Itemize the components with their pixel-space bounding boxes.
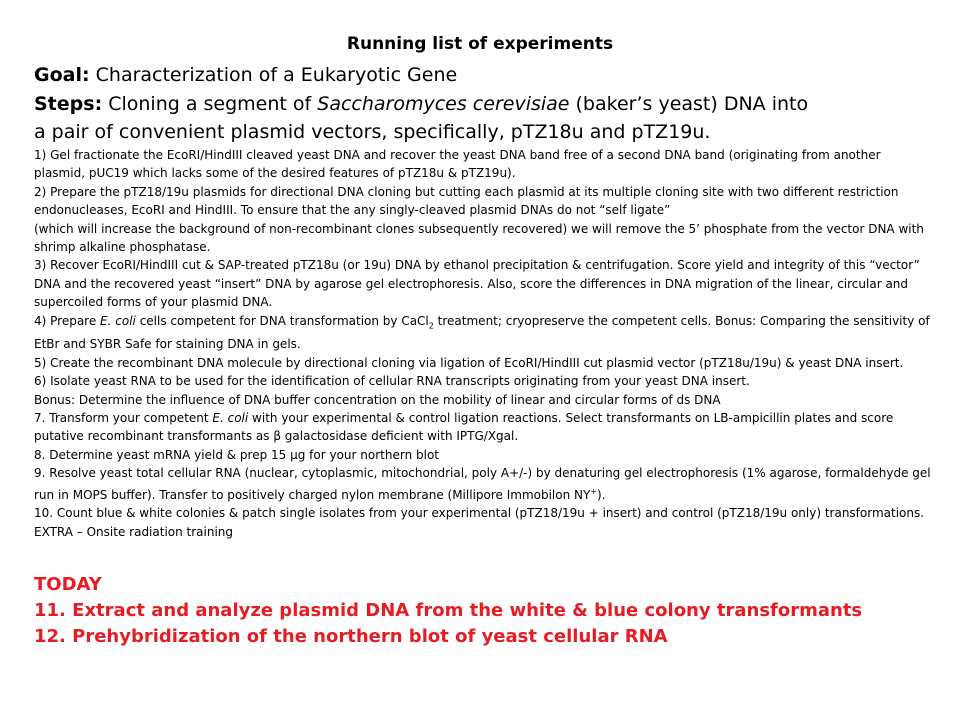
item-11: 11. Extract and analyze plasmid DNA from the white & blue colony transformants	[34, 600, 863, 621]
item-4	[34, 312, 934, 354]
steps-label: Steps:	[34, 93, 103, 115]
item-12: 12. Prehybridization of the northern blot of yeast cellular RNA	[34, 626, 668, 647]
item-6: 6) Isolate yeast RNA to be used for the identification of cellular RNA transcripts originating from your yeast DNA insert.	[34, 374, 750, 389]
item-7-text-a: 7. Transform your competent	[34, 411, 213, 426]
item-7	[34, 409, 934, 446]
item-1: 1) Gel fractionate the EcoRI/HindIII cleaved yeast DNA and recover the yeast DNA band free of a second DNA band (originating from another plasmid, pUC19 which lacks some of the desired features of pTZ18u & pTZ19u).	[34, 148, 881, 181]
item-7-ecoli: E. coli	[212, 411, 249, 426]
item-4-text-b: cells competent for DNA transformation by CaCl	[135, 313, 429, 328]
item-2-continued: (which will increase the background of non-recombinant clones subsequently recovered) we will remove the 5’ phosphate from the vector DNA with shrimp alkaline phosphatase.	[34, 221, 924, 255]
item-4-ecoli: E. coli	[100, 313, 136, 328]
steps-text-after: (baker’s yeast) DNA into	[569, 93, 809, 115]
goal-line	[34, 62, 934, 88]
today-label: TODAY	[34, 574, 102, 595]
steps-line-2: a pair of convenient plasmid vectors, specifically, pTZ18u and pTZ19u.	[34, 121, 711, 143]
steps-text-before: Cloning a segment of	[102, 93, 318, 115]
item-3: 3) Recover EcoRI/HindIII cut & SAP-treated pTZ18u (or 19u) DNA by ethanol precipitation & centrifugation. Score yield and integrity of this “vector” DNA and the recovered yeast “insert” DNA by agarose gel electrophoresis. Also, score the differences in DNA migration of the linear, circular and supercoiled forms of your plasmid DNA.	[34, 258, 920, 310]
item-5: 5) Create the recombinant DNA molecule by directional cloning via ligation of EcoRI/HindIII cut plasmid vector (pTZ18u/19u) & yeast DNA insert.	[34, 355, 904, 370]
item-8: 8. Determine yeast mRNA yield & prep 15 µg for your northern blot	[34, 447, 439, 462]
organism-name: Saccharomyces cerevisiae	[317, 93, 570, 115]
item-4-subscript: 2	[428, 321, 434, 331]
item-9	[34, 464, 934, 504]
item-9-text-a: 9. Resolve yeast total cellular RNA (nuclear, cytoplasmic, mitochondrial, poly A+/-) by denaturing gel electrophoresis (1% agarose, formaldehyde gel run in MOPS buffer). Transfer to positively charged nylon membrane (Millipore Immobilon NY	[34, 466, 931, 502]
item-4-text-a: 4) Prepare	[34, 313, 101, 328]
item-9-superscript: +	[590, 486, 598, 496]
experiment-list	[34, 146, 934, 541]
item-10: 10. Count blue & white colonies & patch single isolates from your experimental (pTZ18/19u + insert) and control (pTZ18/19u only) transformations. EXTRA – Onsite radiation training	[34, 506, 925, 539]
item-7-text-b: with your experimental & control ligation reactions. Select transformants on LB-ampicillin plates and score putative recombinant transformants as β galactosidase deficient with IPTG/Xgal.	[34, 411, 894, 444]
item-6-bonus: Bonus: Determine the influence of DNA buffer concentration on the mobility of linear and circular forms of ds DNA	[34, 392, 721, 407]
today-block	[34, 572, 934, 650]
steps-line-1	[34, 91, 934, 117]
page-title: Running list of experiments	[346, 34, 614, 54]
goal-label: Goal:	[34, 64, 90, 86]
item-9-text-b: ).	[597, 487, 606, 502]
item-4-text-c: treatment; cryopreserve the competent cells. Bonus: Comparing the sensitivity of EtBr and SYBR Safe for staining DNA in gels.	[34, 313, 930, 352]
goal-text: Characterization of a Eukaryotic Gene	[89, 64, 458, 86]
item-2: 2) Prepare the pTZ18/19u plasmids for directional DNA cloning but cutting each plasmid at its multiple cloning site with two different restriction endonucleases, EcoRI and HindIII. To ensure that the any singly-cleaved plasmid DNAs do not “self ligate”	[34, 184, 899, 218]
